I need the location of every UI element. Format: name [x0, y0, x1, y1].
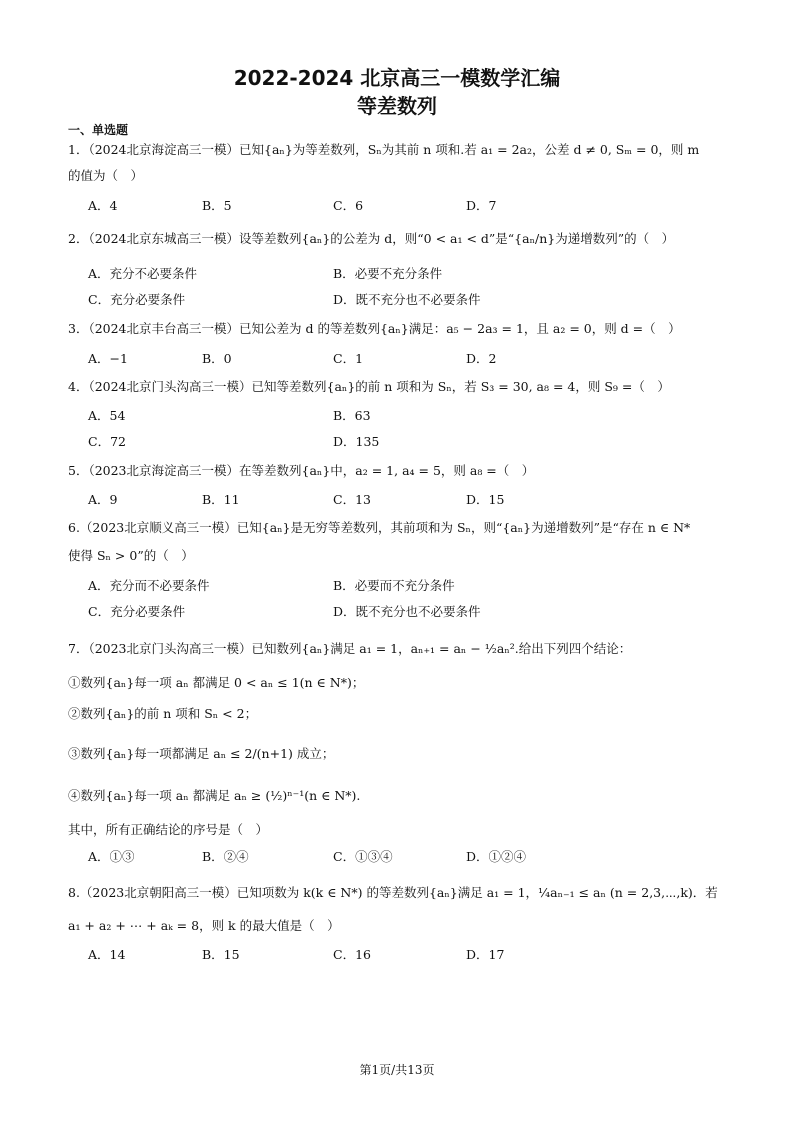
question-8-option-d: D．17: [466, 947, 505, 962]
question-5-option-d: D．15: [466, 492, 505, 507]
question-3-option-a: A．−1: [88, 351, 128, 366]
question-1-option-c: C．6: [333, 198, 364, 213]
question-7-statement-3: ③数列{aₙ}每一项都满足 aₙ ≤ 2/(n+1) 成立；: [68, 746, 335, 761]
document-title: 2022-2024 北京高三一模数学汇编: [233, 66, 561, 90]
question-2-option-a: A．充分不必要条件: [88, 266, 198, 281]
question-1-option-a: A．4: [88, 198, 118, 213]
question-2-option-c: C．充分必要条件: [88, 292, 186, 307]
question-7-stem: 7．（2023北京门头沟高三一模）已知数列{aₙ}满足 a₁ = 1，aₙ₊₁ = aₙ − ½aₙ².给出下列四个结论：: [68, 641, 632, 656]
question-8-stem: 8.（2023北京朝阳高三一模）已知项数为 k(k ∈ N*) 的等差数列{aₙ}满足 a₁ = 1，¼aₙ₋₁ ≤ aₙ (n = 2,3,⋯,k)．若: [68, 885, 718, 900]
question-8-option-a: A．14: [88, 947, 126, 962]
question-7-option-a: A．①③: [88, 849, 135, 864]
question-3-option-d: D．2: [466, 351, 497, 366]
question-1-option-d: D．7: [466, 198, 497, 213]
question-1-stem-cont: 的值为（ ）: [68, 168, 144, 183]
question-7-statement-1: ①数列{aₙ}每一项 aₙ 都满足 0 < aₙ ≤ 1(n ∈ N*)；: [68, 675, 365, 690]
question-7-statement-4: ④数列{aₙ}每一项 aₙ 都满足 aₙ ≥ (½)ⁿ⁻¹(n ∈ N*).: [68, 788, 361, 803]
question-8-option-b: B．15: [202, 947, 240, 962]
question-3-stem: 3．（2024北京丰台高三一模）已知公差为 d 的等差数列{aₙ}满足：a₅ − 2a₃ = 1，且 a₂ = 0，则 d =（ ）: [68, 321, 681, 336]
section-heading: 一、单选题: [68, 123, 129, 137]
question-5-option-c: C．13: [333, 492, 371, 507]
question-4-option-d: D．135: [333, 434, 380, 449]
question-6-option-d: D．既不充分也不必要条件: [333, 604, 481, 619]
question-1-option-b: B．5: [202, 198, 232, 213]
question-7-option-d: D．①②④: [466, 849, 527, 864]
question-4-option-c: C．72: [88, 434, 126, 449]
question-5-option-b: B．11: [202, 492, 240, 507]
question-3-option-c: C．1: [333, 351, 364, 366]
question-3-option-b: B．0: [202, 351, 232, 366]
question-8-stem-cont: a₁ + a₂ + ⋯ + aₖ = 8，则 k 的最大值是（ ）: [68, 918, 340, 933]
question-1-stem: 1．（2024北京海淀高三一模）已知{aₙ}为等差数列，Sₙ为其前 n 项和.若 a₁ = 2a₂，公差 d ≠ 0, Sₘ = 0，则 m: [68, 142, 700, 157]
question-7-statement-2: ②数列{aₙ}的前 n 项和 Sₙ < 2；: [68, 706, 258, 721]
question-6-stem: 6.（2023北京顺义高三一模）已知{aₙ}是无穷等差数列，其前项和为 Sₙ，则“{aₙ}为递增数列”是“存在 n ∈ N*: [68, 520, 691, 535]
question-5-option-a: A．9: [88, 492, 118, 507]
question-6-stem-cont: 使得 Sₙ > 0”的（ ）: [68, 548, 194, 563]
question-8-option-c: C．16: [333, 947, 371, 962]
question-5-stem: 5．（2023北京海淀高三一模）在等差数列{aₙ}中，a₂ = 1, a₄ = 5，则 a₈ =（ ）: [68, 463, 535, 478]
question-2-option-d: D．既不充分也不必要条件: [333, 292, 481, 307]
question-4-option-b: B．63: [333, 408, 371, 423]
question-4-stem: 4．（2024北京门头沟高三一模）已知等差数列{aₙ}的前 n 项和为 Sₙ，若 S₃ = 30, a₈ = 4，则 S₉ =（ ）: [68, 379, 670, 394]
question-7-option-c: C．①③④: [333, 849, 393, 864]
question-6-option-c: C．充分必要条件: [88, 604, 186, 619]
page-footer: 第1页/共13页: [359, 1063, 435, 1077]
question-6-option-b: B．必要而不充分条件: [333, 578, 455, 593]
document-subtitle: 等差数列: [357, 94, 437, 118]
question-6-option-a: A．充分而不必要条件: [88, 578, 210, 593]
question-2-stem: 2．（2024北京东城高三一模）设等差数列{aₙ}的公差为 d，则“0 < a₁ < d”是“{aₙ/n}为递增数列”的（ ）: [68, 231, 675, 246]
question-2-option-b: B．必要不充分条件: [333, 266, 443, 281]
question-4-option-a: A．54: [88, 408, 126, 423]
question-7-question: 其中，所有正确结论的序号是（ ）: [68, 822, 269, 837]
question-7-option-b: B．②④: [202, 849, 249, 864]
